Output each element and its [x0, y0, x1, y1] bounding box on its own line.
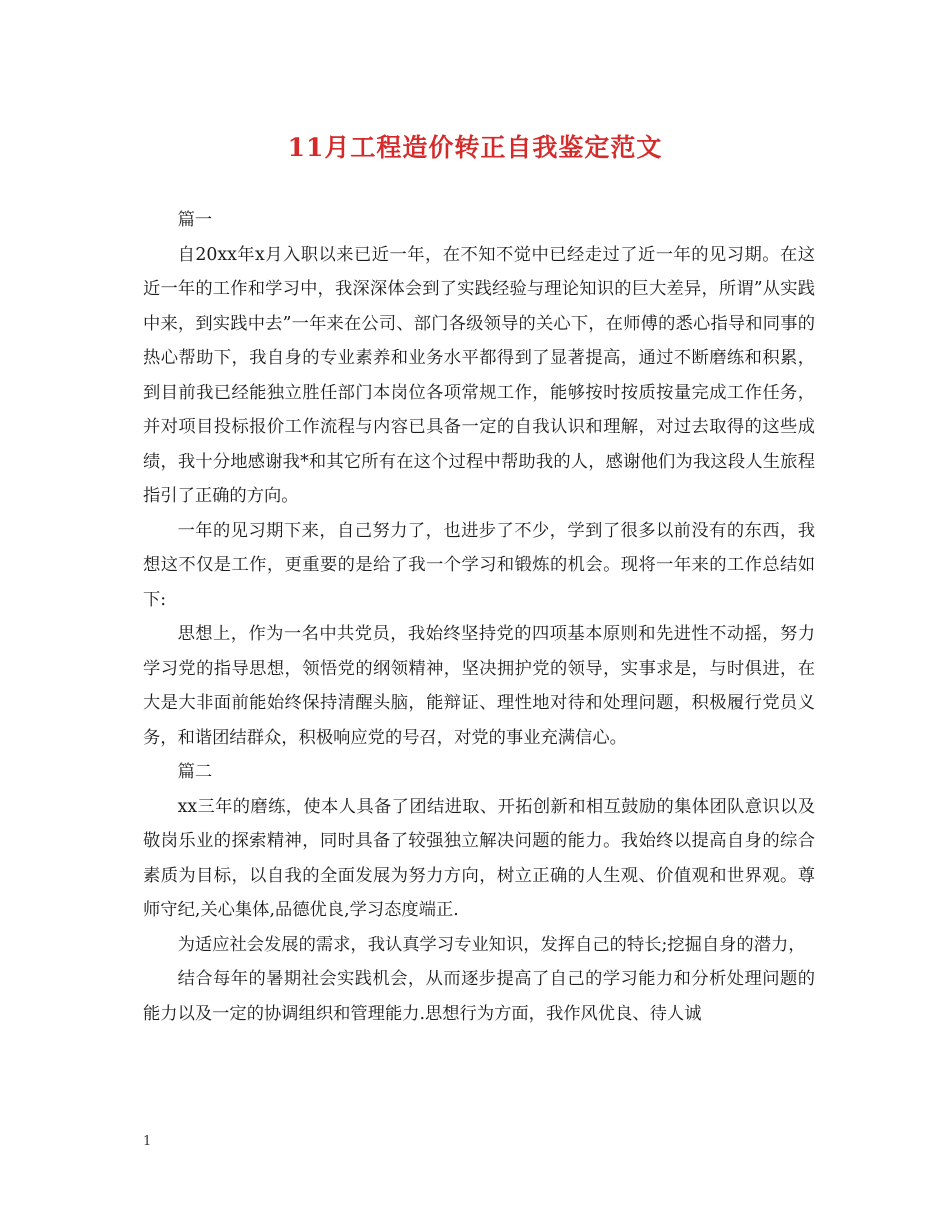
paragraph: 结合每年的暑期社会实践机会，从而逐步提高了自己的学习能力和分析处理问题的能力以及一定的协调组织和管理能力.思想行为方面，我作风优良、待人诚 — [143, 969, 815, 1024]
page-number: 1 — [143, 1134, 152, 1149]
paragraph: 为适应社会发展的需求，我认真学习专业知识，发挥自己的特长;挖掘自身的潜力， — [177, 934, 806, 955]
section-heading-2: 篇二 — [177, 762, 213, 782]
paragraph: xx三年的磨练，使本人具备了团结进取、开拓创新和相互鼓励的集体团队意识以及敬岗乐业的探索精神，同时具备了较强独立解决问题的能力。我始终以提高自身的综合素质为目标，以自我的全面发展为努力方向，树立正确的人生观、价值观和世界观。尊师守纪,关心集体,品德优良,学习态度端正. — [143, 796, 815, 920]
document-body — [143, 203, 815, 1031]
paragraph: 思想上，作为一名中共党员，我始终坚持党的四项基本原则和先进性不动摇，努力学习党的指导思想，领悟党的纲领精神，坚决拥护党的领导，实事求是，与时俱进，在大是大非面前能始终保持清醒头脑，能辩证、理性地对待和处理问题，积极履行党员义务，和谐团结群众，积极响应党的号召，对党的事业充满信心。 — [143, 624, 815, 748]
paragraph: 一年的见习期下来，自己努力了，也进步了不少，学到了很多以前没有的东西，我想这不仅是工作，更重要的是给了我一个学习和锻炼的机会。现将一年来的工作总结如下: — [143, 520, 815, 610]
paragraph: 自20xx年x月入职以来已近一年，在不知不觉中已经走过了近一年的见习期。在这近一年的工作和学习中，我深深体会到了实践经验与理论知识的巨大差异，所谓”从实践中来，到实践中去”一年来在公司、部门各级领导的关心下，在师傅的悉心指导和同事的热心帮助下，我自身的专业素养和业务水平都得到了显著提高，通过不断磨练和积累，到目前我已经能独立胜任部门本岗位各项常规工作，能够按时按质按量完成工作任务，并对项目投标报价工作流程与内容已具备一定的自我认识和理解，对过去取得的这些成绩，我十分地感谢我*和其它所有在这个过程中帮助我的人，感谢他们为我这段人生旅程指引了正确的方向。 — [143, 244, 815, 506]
document-title: 11月工程造价转正自我鉴定范文 — [287, 133, 663, 162]
section-heading-1: 篇一 — [177, 210, 213, 230]
